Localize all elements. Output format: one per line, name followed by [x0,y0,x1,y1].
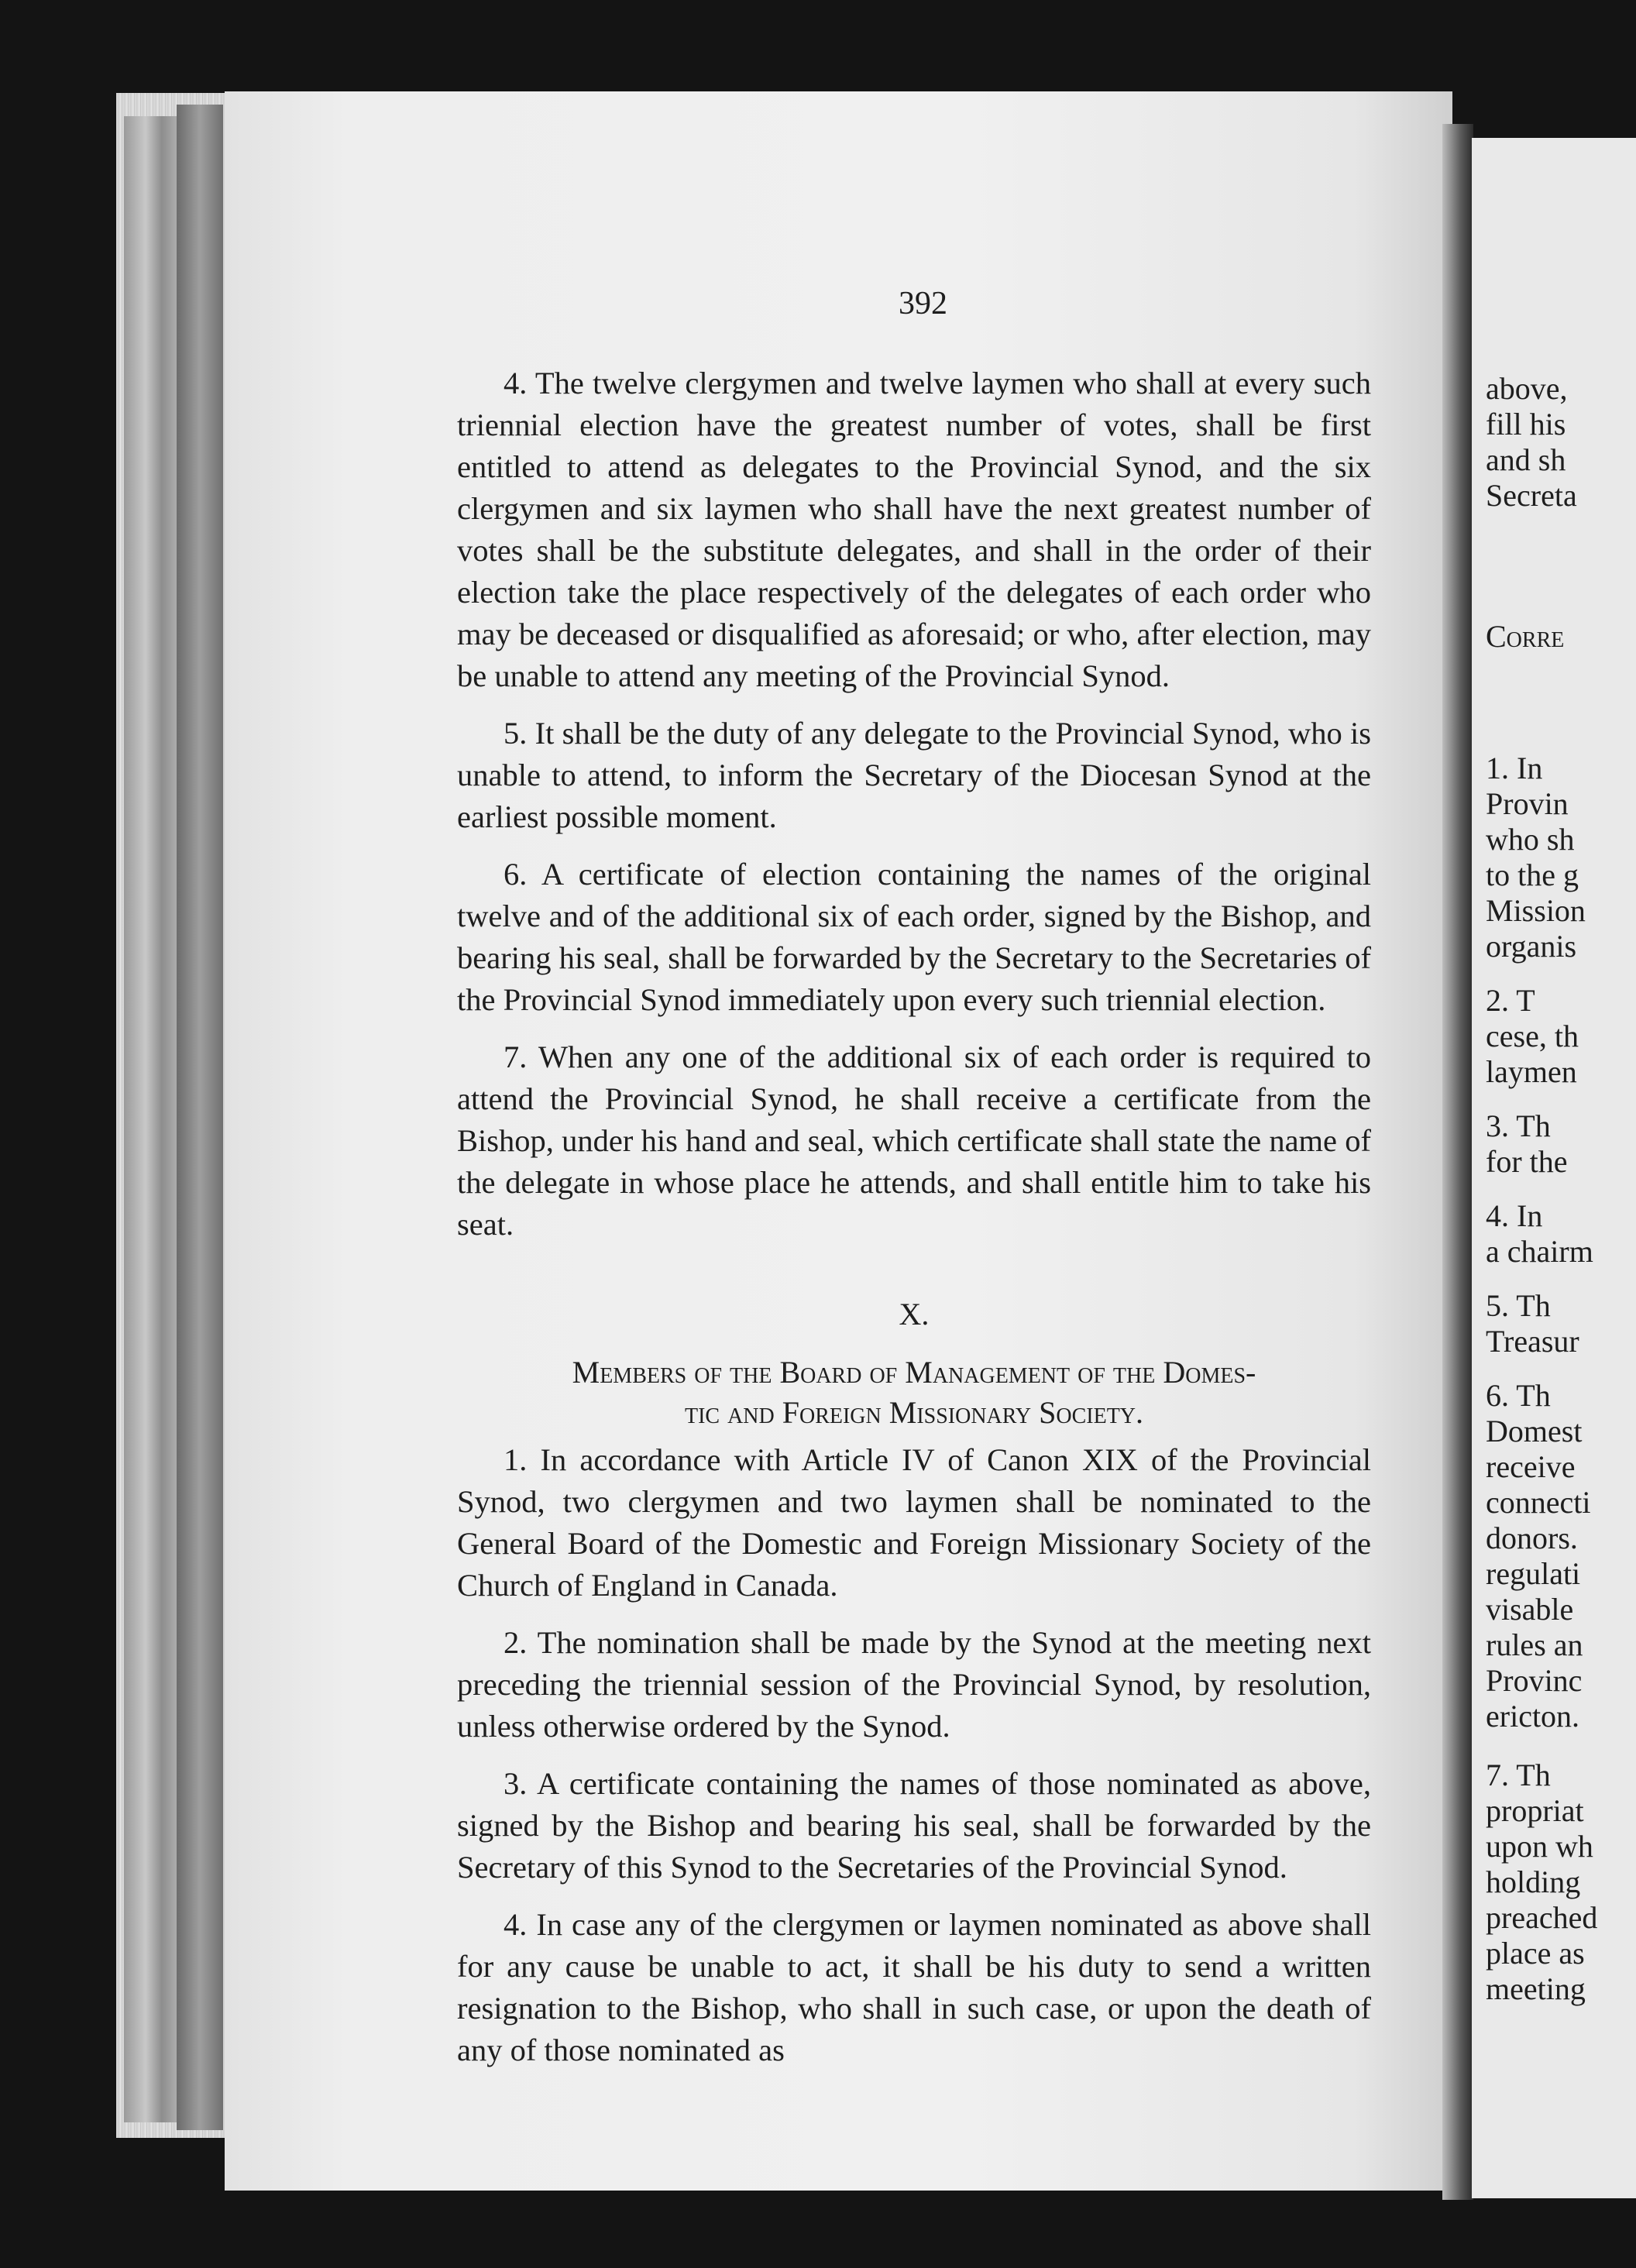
right-page-line: preached [1486,1900,1598,1935]
right-page-line: regulati [1486,1556,1581,1591]
paragraph-6: 6. A certificate of election containing the names of the original twelve and of the additional six of each order, signed by the Bishop, and bearing his seal, shall be forwarded by the Secretary to the Secretaries of the Provincial Synod immediately upon every such triennial election. [457,857,1371,1017]
right-page-fragment [1472,138,1636,2198]
right-page-line: 7. Th [1486,1758,1551,1792]
right-page-line: upon wh [1486,1829,1593,1864]
right-page-line: and sh [1486,442,1566,477]
paragraph-7: 7. When any one of the additional six of each order is required to attend the Provincial Synod, he shall receive a certificate from the Bishop, under his hand and seal, which certificate shall state the name of the delegate in whose place he attends, and shall entitle him to take his seat. [457,1040,1371,1242]
right-page-line: 6. Th [1486,1378,1551,1413]
right-page-line: cese, th [1486,1019,1579,1053]
book-gutter [1442,124,1473,2200]
right-page-line: 2. T [1486,983,1535,1018]
right-page-line: who sh [1486,822,1575,857]
section-paragraph-2: 2. The nomination shall be made by the Synod at the meeting next preceding the triennial session of the Provincial Synod, by resolution, unless otherwise ordered by the Synod. [457,1625,1371,1744]
right-page-line: Treasur [1486,1324,1579,1359]
right-page-line: connecti [1486,1485,1591,1520]
right-page-line: place as [1486,1936,1585,1971]
right-page-line: visable [1486,1592,1574,1627]
right-page-line: above, [1486,371,1568,406]
right-page-line: for the [1486,1144,1568,1179]
right-page-heading: Corre [1486,619,1565,654]
right-page-line: 5. Th [1486,1288,1551,1323]
paragraph-5: 5. It shall be the duty of any delegate to the Provincial Synod, who is unable to attend, to inform the Secretary of the Diocesan Synod at the earliest possible moment. [457,716,1371,834]
section-paragraph-1: 1. In accordance with Article IV of Canon XIX of the Provincial Synod, two clergymen and two laymen shall be nominated to the General Board of the Domestic and Foreign Missionary Society of the Church of England in Canada. [457,1442,1371,1603]
right-page-line: Provinc [1486,1663,1583,1698]
right-page-line: fill his [1486,407,1566,442]
right-page-line: meeting [1486,1971,1586,2006]
section-paragraph-4: 4. In case any of the clergymen or laymen nominated as above shall for any cause be unable to act, it shall be his duty to send a written resignation to the Bishop, who shall in such case, or upon the death of any of those nominated as [457,1907,1371,2067]
right-page-line: 3. Th [1486,1108,1551,1143]
right-page-line: Provin [1486,786,1569,821]
right-page-line: laymen [1486,1054,1577,1089]
section-number: X. [899,1297,930,1332]
right-page-line: holding [1486,1864,1581,1899]
book-cover-inner-edge [177,105,223,2130]
right-page-line: 1. In [1486,751,1543,785]
book-cover-edge [124,116,178,2122]
right-page-line: organis [1486,929,1577,964]
section-title-line-2: tic and Foreign Missionary Society. [684,1395,1144,1430]
right-page-line: propriat [1486,1793,1584,1828]
right-page-line: donors. [1486,1521,1578,1555]
page-body [457,363,1371,2071]
section-title-line-1: Members of the Board of Management of the Domes- [572,1355,1256,1390]
right-page-line: to the g [1486,857,1579,892]
right-page-line: Domest [1486,1414,1583,1448]
right-page-line: Mission [1486,893,1586,928]
right-page-line: 4. In [1486,1198,1543,1233]
right-page-line: Secreta [1486,478,1577,513]
right-page-line: rules an [1486,1627,1583,1662]
page-number: 392 [899,286,947,321]
right-page-line: receive [1486,1449,1576,1484]
paragraph-4: 4. The twelve clergymen and twelve laymen who shall at every such triennial election have the greatest number of votes, shall be first entitled to attend as delegates to the Provincial Synod, and the six clergymen and six laymen who shall have the next greatest number of votes shall be the substitute delegates, and shall in the order of their election take the place respectively of the delegates of each order who may be deceased or disqualified as aforesaid; or who, after election, may be unable to attend any meeting of the Provincial Synod. [457,366,1371,693]
section-paragraph-3: 3. A certificate containing the names of those nominated as above, signed by the Bishop and bearing his seal, shall be forwarded by the Secretary of this Synod to the Secretaries of the Provincial Synod. [457,1766,1371,1885]
right-page-line: a chairm [1486,1234,1593,1269]
right-page-line: ericton. [1486,1699,1580,1734]
